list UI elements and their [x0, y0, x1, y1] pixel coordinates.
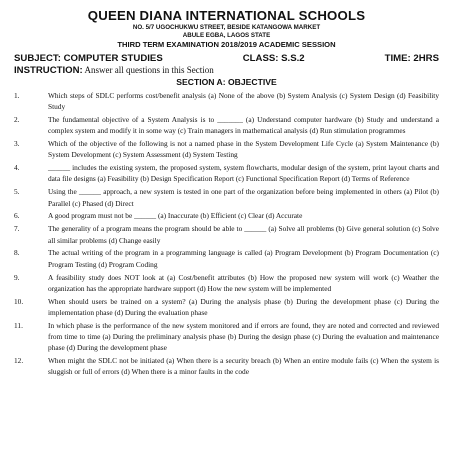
question-item	[14, 210, 439, 221]
question-item	[14, 223, 439, 245]
instruction	[14, 65, 439, 76]
question-text: A feasibility study does NOT look at (a) Cost/benefit attributes (b) How the proposed new system will work (c) Weather the organization has the appropriate hardware support (d) How the new system will be implemented	[48, 272, 439, 293]
question-number: 9.	[14, 272, 20, 282]
question-text: The actual writing of the program in a programming language is called (a) Program Development (b) Program Documentation (c) Program Testing (d) Program Coding	[48, 248, 439, 269]
time-label: TIME: 2HRS	[384, 53, 439, 64]
question-number: 6.	[14, 211, 20, 221]
subject-row	[14, 53, 439, 65]
school-name: QUEEN DIANA INTERNATIONAL SCHOOLS	[87, 8, 366, 23]
question-number: 3.	[14, 139, 20, 149]
question-number: 4.	[14, 163, 20, 173]
question-text: When should users be trained on a system? (a) During the analysis phase (b) During the development phase (c) During the implementation phase (d) During the evaluation phase	[48, 296, 439, 317]
exam-title: THIRD TERM EXAMINATION 2018/2019 ACADEMIC SESSION	[117, 40, 336, 49]
question-text: Which of the objective of the following is not a named phase in the System Development Life Cycle (a) System Maintenance (b) System Development (c) System Assessment (d) System Testing	[48, 139, 439, 160]
question-text: The fundamental objective of a System Analysis is to _______ (a) Understand computer hardware (b) Study and understand a complex system and modify it in some way (c) Train managers in mathematical analysis (d) Run stimulation programmes	[48, 115, 439, 136]
question-item	[14, 247, 439, 269]
question-text: ______ includes the existing system, the proposed system, system flowcharts, modular design of the system, print layout charts and data file designs (a) Feasibility (b) Design Specification Report (c) Functional Specification Report (d) Terms of Reference	[48, 163, 439, 184]
instruction-text: Answer all questions in this Section	[84, 65, 214, 75]
question-item	[14, 355, 439, 377]
subject-label: SUBJECT: COMPUTER STUDIES	[14, 53, 163, 64]
question-item	[14, 186, 439, 208]
question-list	[14, 90, 439, 377]
question-item	[14, 272, 439, 294]
question-item	[14, 114, 439, 136]
question-number: 12.	[14, 356, 24, 366]
question-item	[14, 320, 439, 354]
address-line-1: NO. 5/7 UGOCHUKWU STREET, BESIDE KATANGOWA MARKET	[132, 24, 321, 31]
question-number: 10.	[14, 296, 24, 306]
question-number: 5.	[14, 187, 20, 197]
class-label: CLASS: S.S.2	[242, 53, 305, 64]
header	[14, 8, 439, 50]
question-item	[14, 162, 439, 184]
question-number: 8.	[14, 248, 20, 258]
question-text: In which phase is the performance of the new system monitored and if errors are found, they are noted and corrected and reviewed from time to time (a) During the preliminary analysis phase (b) During the design phase (c) During the evaluation and maintenance phase (d) During the development phase	[48, 320, 439, 353]
question-text: The generality of a program means the program should be able to ______ (a) Solve all problems (b) Give general solution (c) Solve all similar problems (d) Change easily	[48, 224, 439, 245]
question-item	[14, 138, 439, 160]
question-text: Which steps of SDLC performs cost/benefit analysis (a) None of the above (b) System Analysis (c) System Design (d) Feasibility Study	[48, 91, 439, 112]
question-text: Using the ______ approach, a new system is tested in one part of the organization before being implemented in others (a) Pilot (b) Parallel (c) Phased (d) Direct	[48, 187, 439, 208]
instruction-label: INSTRUCTION:	[14, 65, 83, 76]
question-number: 11.	[14, 320, 23, 330]
question-text: A good program must not be ______ (a) Inaccurate (b) Efficient (c) Clear (d) Accurate	[48, 211, 303, 221]
question-text: When might the SDLC not be initiated (a) When there is a security breach (b) When an entire module fails (c) When the system is sluggish or full of errors (d) When there is a minor faults in the code	[48, 356, 439, 377]
address-line-2: ABULE EGBA, LAGOS STATE	[182, 32, 271, 39]
question-item	[14, 90, 439, 112]
section-title: SECTION A: OBJECTIVE	[176, 77, 277, 87]
question-number: 2.	[14, 115, 20, 125]
question-number: 7.	[14, 224, 20, 234]
question-item	[14, 296, 439, 318]
question-number: 1.	[14, 91, 20, 100]
